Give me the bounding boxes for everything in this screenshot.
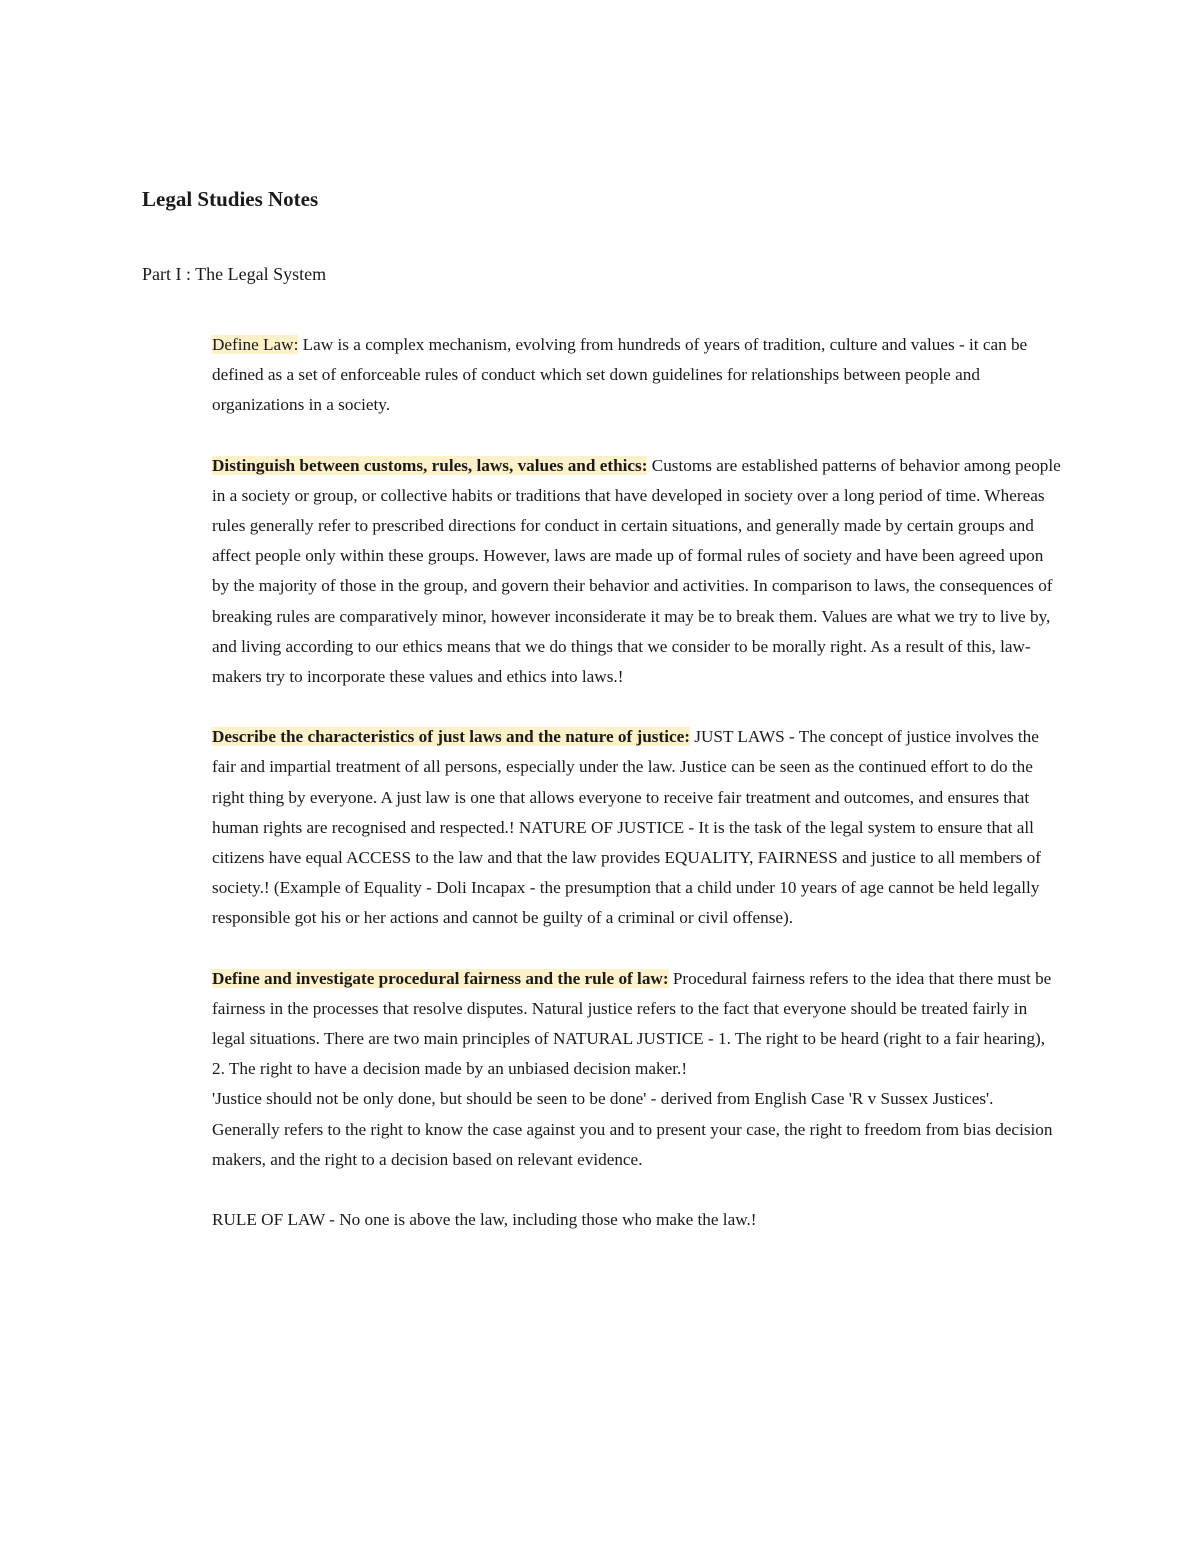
rule-of-law-paragraph: RULE OF LAW - No one is above the law, including those who make the law.!: [212, 1210, 757, 1230]
highlighted-heading: Define and investigate procedural fairness and the rule of law:: [212, 968, 669, 988]
section-just-laws: [212, 722, 1062, 933]
section-paragraph: [212, 964, 1062, 1085]
rights-paragraph: Generally refers to the right to know the case against you and to present your case, the right to freedom from bias decision makers, and the right to a decision based on relevant evidence.: [212, 1119, 1053, 1169]
highlighted-heading: Describe the characteristics of just laws and the nature of justice:: [212, 727, 690, 747]
section-define-law: [212, 330, 1062, 421]
section-paragraph: [212, 722, 1062, 933]
section-paragraph: [212, 330, 1062, 421]
section-paragraph: [212, 451, 1062, 693]
document-title: Legal Studies Notes: [142, 187, 319, 211]
highlighted-heading: Define Law:: [212, 335, 299, 354]
section-procedural-fairness: [212, 964, 1062, 1236]
section-customs-rules-laws: [212, 451, 1062, 693]
highlighted-heading: Distinguish between customs, rules, laws, values and ethics:: [212, 455, 648, 475]
section-text: Law is a complex mechanism, evolving from hundreds of years of tradition, culture and values - it can be defined as a set of enforceable rules of conduct which set down guidelines for relationships between people and organizations in a society.: [212, 335, 1028, 415]
document-body: [212, 330, 1062, 1265]
quote-paragraph: 'Justice should not be only done, but should be seen to be done' - derived from English Case 'R v Sussex Justices'.: [212, 1089, 994, 1109]
section-text: JUST LAWS - The concept of justice involves the fair and impartial treatment of all persons, especially under the law. Justice can be seen as the continued effort to do the right thing by everyone. A just law is one that allows everyone to receive fair treatment and outcomes, and ensures that human rights are recognised and respected.! NATURE OF JUSTICE - It is the task of the legal system to ensure that all citizens have equal ACCESS to the law and that the law provides EQUALITY, FAIRNESS and justice to all members of society.! (Example of Equality - Doli Incapax - the presumption that a child under 10 years of age cannot be held legally responsible got his or her actions and cannot be guilty of a criminal or civil offense).: [212, 727, 1041, 928]
section-text: Customs are established patterns of behavior among people in a society or group, or collective habits or traditions that have developed in society over a long period of time. Whereas rules generally refer to prescribed directions for conduct in certain situations, and generally made by certain groups and affect people only within these groups. However, laws are made up of formal rules of society and have been agreed upon by the majority of those in the group, and govern their behavior and activities. In comparison to laws, the consequences of breaking rules are comparatively minor, however inconsiderate it may be to break them. Values are what we try to live by, and living according to our ethics means that we do things that we consider to be morally right. As a result of this, law-makers try to incorporate these values and ethics into laws.!: [212, 455, 1061, 687]
part-heading: Part I : The Legal System: [142, 264, 327, 284]
section-text: Procedural fairness refers to the idea that there must be fairness in the processes that resolve disputes. Natural justice refers to the fact that everyone should be treated fairly in legal situations. There are two main principles of NATURAL JUSTICE - 1. The right to be heard (right to a fair hearing), 2. The right to have a decision made by an unbiased decision maker.!: [212, 968, 1052, 1079]
